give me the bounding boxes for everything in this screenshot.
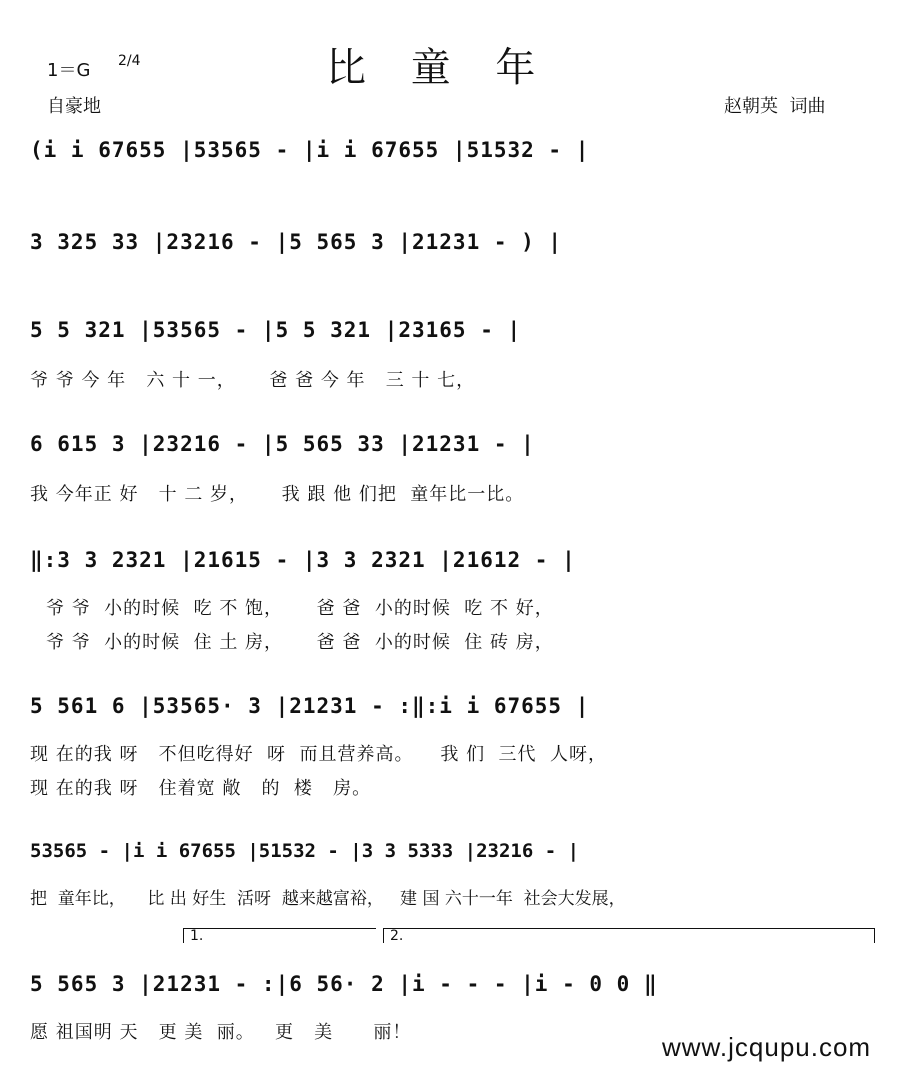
notation-row-1: (i i 67655 |53565 - |i i 67655 |51532 - |: [30, 138, 590, 162]
notation-row-7: 53565 - |i i 67655 |51532 - |3 3 5333 |23216 - |: [30, 840, 580, 862]
tempo-mood: 自豪地: [47, 96, 101, 117]
lyric-row-7: 把 童年比， 比 出 好生 活呀 越来越富裕， 建 国 六十一年 社会大发展，: [30, 889, 626, 909]
lyric-row-3: 爷 爷 今 年 六 十 一， 爸 爸 今 年 三 十 七，: [30, 370, 476, 391]
lyric-row-8: 愿 祖国明 天 更 美 丽。 更 美 丽！: [30, 1022, 412, 1043]
volta-second-ending: 2.: [383, 928, 875, 943]
watermark: www.jcqupu.com: [662, 1032, 872, 1062]
time-signature: 2/4: [118, 53, 141, 69]
lyric-row-6-verse-1: 现 在的我 呀 不但吃得好 呀 而且营养高。 我 们 三代 人呀，: [30, 744, 607, 765]
lyric-row-4: 我 今年正 好 十 二 岁， 我 跟 他 们把 童年比一比。: [30, 484, 525, 505]
lyric-row-5-verse-1: 爷 爷 小的时候 吃 不 饱， 爸 爸 小的时候 吃 不 好，: [46, 598, 554, 619]
notation-row-3: 5 5 321 |53565 - |5 5 321 |23165 - |: [30, 318, 522, 342]
key-signature: 1＝G: [47, 60, 91, 81]
song-title: 比 童 年: [326, 45, 552, 91]
volta-first-ending: 1.: [183, 928, 376, 943]
notation-row-5: ‖:3 3 2321 |21615 - |3 3 2321 |21612 - |: [30, 548, 576, 572]
lyric-row-6-verse-2: 现 在的我 呀 住着宽 敞 的 楼 房。: [30, 778, 372, 799]
notation-row-8: 5 565 3 |21231 - :|6 56· 2 |i - - - |i - 0 0 ‖: [30, 972, 658, 996]
credits: 赵朝英 词曲: [724, 96, 826, 117]
lyric-row-5-verse-2: 爷 爷 小的时候 住 土 房， 爸 爸 小的时候 住 砖 房，: [46, 632, 554, 653]
notation-row-4: 6 615 3 |23216 - |5 565 33 |21231 - |: [30, 432, 535, 456]
notation-row-2: 3 325 33 |23216 - |5 565 3 |21231 - ) |: [30, 230, 563, 254]
notation-row-6: 5 561 6 |53565· 3 |21231 - :‖:i i 67655 |: [30, 694, 590, 718]
